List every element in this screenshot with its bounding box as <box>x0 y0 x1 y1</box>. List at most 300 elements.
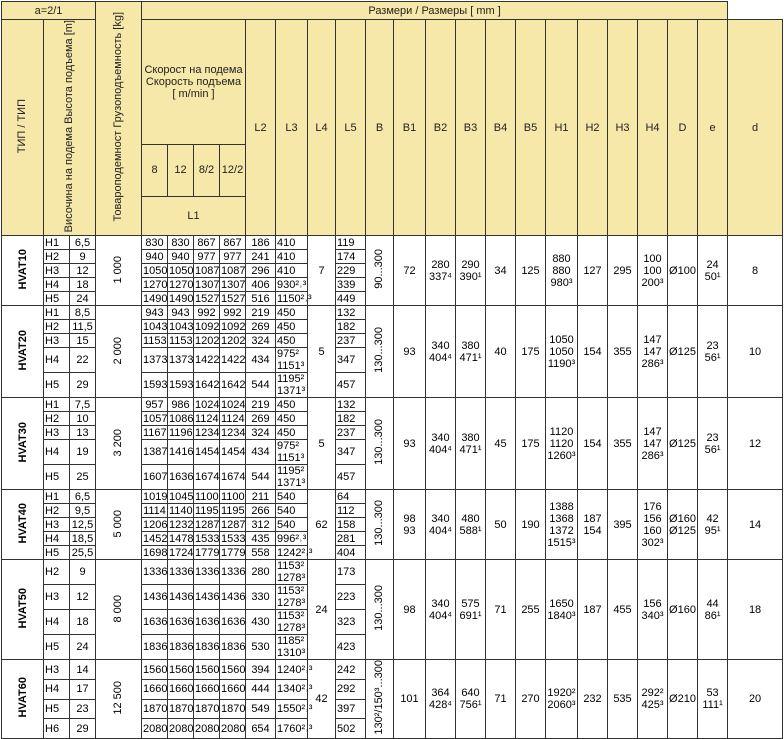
l2-value: 654 <box>246 719 276 739</box>
height-code: H1 <box>44 398 70 412</box>
height-code: H2 <box>44 504 70 518</box>
col-l5: L5 <box>336 20 366 236</box>
height-value: 9 <box>70 560 96 585</box>
height-code: H5 <box>44 465 70 490</box>
e-value: 24 50¹ <box>698 236 728 306</box>
l3-value: 540 <box>276 490 308 504</box>
model-cell <box>2 398 44 490</box>
l2-value: 269 <box>246 412 276 426</box>
b-value: 130...300 <box>373 500 385 547</box>
height-code: H4 <box>44 610 70 635</box>
col-h1: H1 <box>546 20 578 236</box>
table-row <box>2 398 783 412</box>
l1-value: 1436 <box>220 585 246 610</box>
dd-value: 14 <box>728 490 783 560</box>
col-l2: L2 <box>246 20 276 236</box>
e-value: 44 86¹ <box>698 560 728 660</box>
dimensions-header: Размери / Размеры [ mm ] <box>142 2 728 20</box>
l1-value: 1636 <box>168 610 194 635</box>
l1-value: 1050 <box>169 264 194 277</box>
height-code: H3 <box>44 660 70 680</box>
l1-value: 2080 <box>142 719 168 739</box>
b1-value: 93 <box>394 306 426 398</box>
b5-value: 190 <box>516 490 546 560</box>
load-value: 2 000 <box>112 336 124 365</box>
l1-value: 1422 <box>194 348 220 373</box>
l1-value: 1167 <box>143 426 167 439</box>
load-cell <box>96 398 142 490</box>
l5-value: 457 <box>336 465 366 490</box>
spec-table-container <box>1 1 783 735</box>
l3-value: 450 <box>276 398 308 412</box>
l1-value: 1307 <box>221 278 246 291</box>
l1-value: 1196 <box>169 426 193 439</box>
l1-value: 1452 <box>143 532 168 545</box>
l5-value: 397 <box>336 699 366 719</box>
l5-value: 237 <box>336 426 366 440</box>
l1-value: 1533 <box>195 532 220 545</box>
l3-value: 410 <box>276 250 308 264</box>
height-value: 17 <box>70 679 96 699</box>
l1-value: 1636 <box>142 610 168 635</box>
l1-value: 1593 <box>168 373 194 398</box>
l1-value: 1660 <box>142 679 168 699</box>
height-value: 22 <box>70 348 96 373</box>
height-code: H4 <box>44 679 70 699</box>
col-h2: H2 <box>578 20 608 236</box>
height-value: 12,5 <box>70 518 96 532</box>
b2-value: 280 337⁴ <box>426 236 456 306</box>
height-value: 8,5 <box>70 306 96 320</box>
b4-value: 71 <box>486 560 516 660</box>
l1-value: 2080 <box>194 719 220 739</box>
l1-value: 1100 <box>195 490 219 503</box>
b-value: 130²/150³...300 <box>373 660 385 735</box>
l1-value: 1270 <box>169 278 194 291</box>
d-value: Ø160 Ø125 <box>668 490 698 560</box>
l1-value: 1674 <box>220 465 246 490</box>
height-code: H4 <box>44 278 70 292</box>
l1-value: 1140 <box>169 504 193 517</box>
l1-value: 1373 <box>168 348 194 373</box>
b2-value: 340 404⁴ <box>426 490 456 560</box>
b-value: 90...300 <box>373 249 385 290</box>
l1-value: 1490 <box>169 292 194 305</box>
model-label: HVAT40 <box>16 503 29 544</box>
l1-value: 1698 <box>143 546 168 559</box>
l1-value: 1050 <box>143 264 168 277</box>
l3-value: 1550²˒³ <box>276 699 308 719</box>
b1-value: 72 <box>394 236 426 306</box>
b4-value: 40 <box>486 306 516 398</box>
l1-value: 1724 <box>169 546 194 559</box>
h4-value: 156 340³ <box>638 560 668 660</box>
height-code: H2 <box>44 412 70 426</box>
l1-value: 1043 <box>143 320 168 333</box>
l1-value: 1336 <box>220 560 246 585</box>
h1-value: 1650 1840³ <box>546 560 578 660</box>
model-cell <box>2 660 44 739</box>
l1-value: 1202 <box>221 334 246 347</box>
l1-value: 1527 <box>195 292 220 305</box>
l3-value: 450 <box>276 320 308 334</box>
l3-value: 410 <box>276 264 308 278</box>
height-value: 23 <box>70 699 96 719</box>
model-cell <box>2 490 44 560</box>
b2-value: 340 404⁴ <box>426 306 456 398</box>
l5-value: 158 <box>336 518 366 532</box>
col-h4: H4 <box>638 20 668 236</box>
l1-value: 1436 <box>194 585 220 610</box>
l1-value: 1660 <box>220 679 246 699</box>
h4-value: 100 100 200³ <box>638 236 668 306</box>
b5-value: 255 <box>516 560 546 660</box>
l4-value: 62 <box>308 490 336 560</box>
l1-value: 1674 <box>194 465 220 490</box>
l1-value: 1560 <box>142 660 168 680</box>
l5-value: 323 <box>336 610 366 635</box>
height-code: H4 <box>44 532 70 546</box>
h2-value: 154 <box>578 398 608 490</box>
b-cell <box>366 560 394 660</box>
load-cell <box>96 660 142 739</box>
l1-value: 1114 <box>143 504 166 517</box>
l2-value: 330 <box>246 585 276 610</box>
load-value: 8 000 <box>112 594 124 623</box>
l1-value: 1416 <box>168 440 194 465</box>
l1-value: 1642 <box>194 373 220 398</box>
l3-value: 1195² 1371³ <box>276 465 308 490</box>
height-code: H2 <box>44 560 70 585</box>
height-code: H1 <box>44 236 70 250</box>
l1-value: 977 <box>194 250 220 264</box>
height-value: 6,5 <box>70 236 96 250</box>
l2-value: 434 <box>246 440 276 465</box>
h2-value: 154 <box>578 306 608 398</box>
l5-value: 229 <box>336 264 366 278</box>
h3-value: 395 <box>608 490 638 560</box>
l1-value: 992 <box>194 306 220 320</box>
col-b2: B2 <box>426 20 456 236</box>
l1-value: 1195 <box>195 504 219 517</box>
l1-value: 943 <box>168 306 194 320</box>
d-value: Ø160 <box>668 560 698 660</box>
l1-value: 1478 <box>169 532 194 545</box>
l5-value: 339 <box>336 278 366 292</box>
l2-value: 186 <box>246 236 276 250</box>
l2-value: 394 <box>246 660 276 680</box>
spec-table-body <box>2 236 783 739</box>
l3-value: 1153² 1278³ <box>276 560 308 585</box>
l5-value: 281 <box>336 532 366 546</box>
height-value: 25,5 <box>70 546 96 560</box>
l3-value: 540 <box>276 518 308 532</box>
col-d-small: d <box>728 20 783 236</box>
l5-value: 502 <box>336 719 366 739</box>
height-value: 11,5 <box>70 320 96 334</box>
table-row <box>2 236 783 250</box>
l1-value: 1636 <box>220 610 246 635</box>
l2-value: 324 <box>246 334 276 348</box>
model-label: HVAT30 <box>16 422 29 463</box>
l1-value: 1422 <box>220 348 246 373</box>
l3-value: 1185² 1310³ <box>276 635 308 660</box>
l4-value: 24 <box>308 560 336 660</box>
h1-value: 880 880 980³ <box>546 236 578 306</box>
l1-header: L1 <box>142 196 246 236</box>
b-cell <box>366 306 394 398</box>
l1-value: 1454 <box>194 440 220 465</box>
l1-value: 1836 <box>220 635 246 660</box>
l2-value: 544 <box>246 465 276 490</box>
model-cell <box>2 236 44 306</box>
height-code: H2 <box>44 250 70 264</box>
table-row <box>2 660 783 680</box>
b3-value: 640 756¹ <box>456 660 486 739</box>
height-value: 18,5 <box>70 532 96 546</box>
e-value: 53 111¹ <box>698 660 728 739</box>
l5-value: 347 <box>336 440 366 465</box>
height-code: H5 <box>44 292 70 306</box>
h2-value: 187 154 <box>578 490 608 560</box>
height-value: 9 <box>70 250 96 264</box>
l3-value: 996²˒³ <box>277 532 307 545</box>
l1-value: 1779 <box>195 546 220 559</box>
l3-value: 1240²˒³ <box>276 660 308 680</box>
l1-value: 1124 <box>195 412 219 425</box>
height-code: H3 <box>44 334 70 348</box>
table-row <box>2 560 783 585</box>
b3-value: 290 390¹ <box>456 236 486 306</box>
height-code: H4 <box>44 348 70 373</box>
b3-value: 575 691¹ <box>456 560 486 660</box>
l5-value: 404 <box>336 546 366 560</box>
l1-value: 1092 <box>195 320 220 333</box>
b5-value: 270 <box>516 660 546 739</box>
h3-value: 535 <box>608 660 638 739</box>
l1-value: 1336 <box>168 560 194 585</box>
height-value: 29 <box>70 373 96 398</box>
l2-value: 241 <box>246 250 276 264</box>
l5-value: 112 <box>336 504 366 518</box>
height-value: 24 <box>70 292 96 306</box>
height-value: 12 <box>70 585 96 610</box>
l2-value: 544 <box>246 373 276 398</box>
b4-value: 71 <box>486 660 516 739</box>
e-value: 23 56¹ <box>698 398 728 490</box>
height-value: 13 <box>70 426 96 440</box>
l1-value: 1870 <box>168 699 194 719</box>
l1-value: 1660 <box>194 679 220 699</box>
l2-value: 435 <box>246 532 276 546</box>
l2-value: 269 <box>246 320 276 334</box>
height-code: H2 <box>44 320 70 334</box>
l5-value: 457 <box>336 373 366 398</box>
height-value: 6,5 <box>70 490 96 504</box>
l1-value: 1270 <box>143 278 168 291</box>
l1-value: 1024 <box>195 398 220 411</box>
speed-header: Скорост на подема Скорость подъема [ m/min ] <box>142 20 246 145</box>
l1-value: 1087 <box>221 264 246 277</box>
l3-value: 1760²˒³ <box>276 719 308 739</box>
b1-value: 101 <box>394 660 426 739</box>
height-value: 24 <box>70 635 96 660</box>
load-value: 1 000 <box>112 255 124 284</box>
l1-value: 1287 <box>195 518 220 531</box>
l3-value: 450 <box>276 426 308 440</box>
l3-value: 930²˒³ <box>277 278 307 291</box>
l1-value: 1870 <box>194 699 220 719</box>
l1-value: 830 <box>168 236 194 250</box>
dd-value: 10 <box>728 306 783 398</box>
height-code: H5 <box>44 635 70 660</box>
l1-value: 1234 <box>221 426 246 439</box>
l1-value: 2080 <box>168 719 194 739</box>
b4-value: 50 <box>486 490 516 560</box>
l1-value: 1593 <box>142 373 168 398</box>
l5-value: 423 <box>336 635 366 660</box>
l3-value: 450 <box>276 306 308 320</box>
speed-12-2: 12/2 <box>220 144 246 196</box>
l2-value: 549 <box>246 699 276 719</box>
l1-value: 977 <box>220 250 246 264</box>
l2-value: 434 <box>246 348 276 373</box>
height-value: 14 <box>70 660 96 680</box>
l5-value: 223 <box>336 585 366 610</box>
l1-value: 1642 <box>220 373 246 398</box>
l3-value: 1340²˒³ <box>276 679 308 699</box>
l2-value: 530 <box>246 635 276 660</box>
l1-value: 2080 <box>220 719 246 739</box>
h4-value: 292² 425³ <box>638 660 668 739</box>
col-h3: H3 <box>608 20 638 236</box>
b-cell <box>366 490 394 560</box>
load-value: 3 200 <box>112 428 124 457</box>
l1-value: 1153 <box>143 334 167 347</box>
l1-value: 1560 <box>194 660 220 680</box>
col-b1: B1 <box>394 20 426 236</box>
l1-value: 1560 <box>220 660 246 680</box>
col-l3: L3 <box>276 20 308 236</box>
h3-value: 355 <box>608 398 638 490</box>
dd-value: 18 <box>728 560 783 660</box>
l1-value: 1195 <box>221 504 245 517</box>
b2-value: 340 404⁴ <box>426 398 456 490</box>
l1-value: 1124 <box>221 412 245 425</box>
height-code: H1 <box>44 490 70 504</box>
dd-value: 12 <box>728 398 783 490</box>
l1-value: 1533 <box>221 532 246 545</box>
l4-value: 7 <box>308 236 336 306</box>
l1-value: 943 <box>142 306 168 320</box>
model-label: HVAT10 <box>16 249 29 290</box>
b1-value: 93 <box>394 398 426 490</box>
d-value: Ø210 <box>668 660 698 739</box>
l1-value: 1836 <box>168 635 194 660</box>
l1-value: 1607 <box>142 465 168 490</box>
l5-value: 449 <box>336 292 366 306</box>
height-value: 9,5 <box>70 504 96 518</box>
l1-value: 1057 <box>143 412 168 425</box>
model-label: HVAT20 <box>16 330 29 371</box>
l1-value: 867 <box>220 236 246 250</box>
l3-value: 1153² 1278³ <box>276 585 308 610</box>
h1-value: 1920² 2060³ <box>546 660 578 739</box>
l5-value: 347 <box>336 348 366 373</box>
spec-table <box>1 1 783 739</box>
l2-value: 296 <box>246 264 276 278</box>
l3-value: 1153² 1278³ <box>276 610 308 635</box>
model-label: HVAT50 <box>16 588 29 629</box>
l1-value: 940 <box>168 250 194 264</box>
height-value: 15 <box>70 334 96 348</box>
l2-value: 444 <box>246 679 276 699</box>
l2-value: 219 <box>246 306 276 320</box>
b3-value: 380 471¹ <box>456 306 486 398</box>
col-d: D <box>668 20 698 236</box>
l4-value: 5 <box>308 398 336 490</box>
load-cell <box>96 560 142 660</box>
height-code: H5 <box>44 373 70 398</box>
l2-value: 516 <box>246 292 276 306</box>
h4-value: 176 156 160 302³ <box>638 490 668 560</box>
l3-value: 1242²˒³ <box>277 546 313 559</box>
d-value: Ø100 <box>668 236 698 306</box>
b1-value: 98 <box>394 560 426 660</box>
h1-value: 1050 1050 1190³ <box>546 306 578 398</box>
height-value: 29 <box>70 719 96 739</box>
d-value: Ø125 <box>668 398 698 490</box>
b-cell <box>366 236 394 306</box>
l5-value: 242 <box>336 660 366 680</box>
dd-value: 8 <box>728 236 783 306</box>
b-cell <box>366 660 394 739</box>
height-value: 19 <box>70 440 96 465</box>
b2-value: 364 428⁴ <box>426 660 456 739</box>
l5-value: 119 <box>336 236 366 250</box>
l1-value: 1024 <box>221 398 246 411</box>
load-cell <box>96 236 142 306</box>
b5-value: 175 <box>516 306 546 398</box>
col-b3: B3 <box>456 20 486 236</box>
b-value: 130...300 <box>373 585 385 632</box>
l1-value: 1560 <box>168 660 194 680</box>
l1-value: 1336 <box>194 560 220 585</box>
l5-value: 173 <box>336 560 366 585</box>
height-code: H5 <box>44 699 70 719</box>
height-code: H3 <box>44 426 70 440</box>
l5-value: 174 <box>336 250 366 264</box>
e-value: 42 95¹ <box>698 490 728 560</box>
l1-value: 1307 <box>195 278 220 291</box>
l4-value: 42 <box>308 660 336 739</box>
h2-value: 232 <box>578 660 608 739</box>
b5-value: 175 <box>516 398 546 490</box>
l5-value: 237 <box>336 334 366 348</box>
l1-value: 1527 <box>221 292 246 305</box>
l1-value: 1660 <box>168 679 194 699</box>
h4-value: 147 147 286³ <box>638 398 668 490</box>
b3-value: 380 471¹ <box>456 398 486 490</box>
l1-value: 1232 <box>169 518 194 531</box>
l2-value: 312 <box>246 518 276 532</box>
height-code: H6 <box>44 719 70 739</box>
height-code: H1 <box>44 306 70 320</box>
b-value: 130...300 <box>373 327 385 374</box>
h1-value: 1120 1120 1260³ <box>546 398 578 490</box>
speed-12: 12 <box>168 144 194 196</box>
l1-value: 1153 <box>169 334 193 347</box>
